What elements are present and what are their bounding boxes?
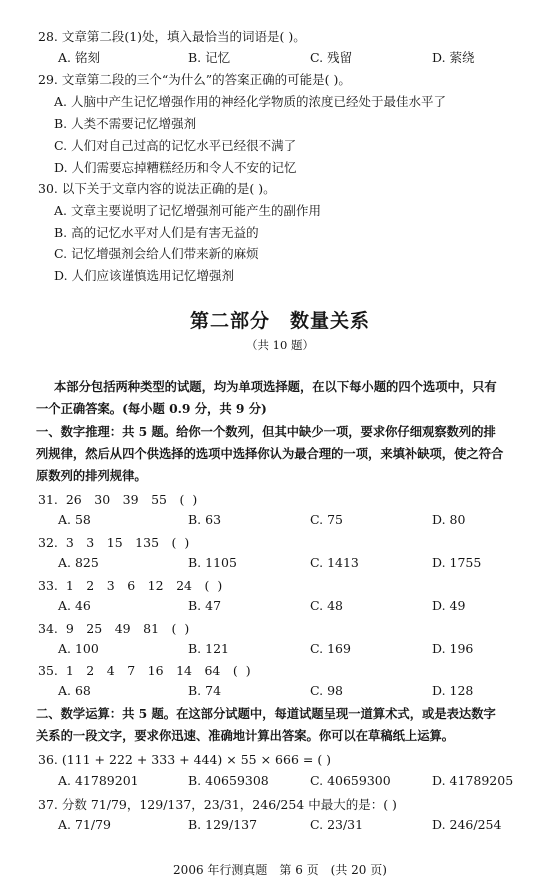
question-28-options bbox=[0, 50, 560, 66]
option-a: A. 41789201 bbox=[58, 773, 139, 788]
option-b: B. 记忆 bbox=[188, 50, 231, 65]
option-b: B. 121 bbox=[188, 641, 229, 656]
option-c: C. 残留 bbox=[310, 50, 353, 65]
option-d: D. 196 bbox=[432, 641, 474, 656]
option-d: D. 1755 bbox=[432, 555, 482, 570]
page-footer: 2006 年行测真题 第 6 页 (共 20 页) bbox=[173, 863, 387, 877]
option-d: D. 128 bbox=[432, 683, 474, 698]
question-29-option-b: B. 人类不需要记忆增强剂 bbox=[54, 116, 197, 131]
option-c: C. 40659300 bbox=[310, 773, 391, 788]
option-b: B. 1105 bbox=[188, 555, 237, 570]
question-30-option-d: D. 人们应该谨慎选用记忆增强剂 bbox=[54, 268, 235, 283]
option-c: C. 98 bbox=[310, 683, 343, 698]
question-30-stem: 30. 以下关于文章内容的说法正确的是( )。 bbox=[38, 181, 276, 196]
question-29-option-c: C. 人们对自己过高的记忆水平已经很不满了 bbox=[54, 138, 297, 153]
question-34-stem: 34. 9 25 49 81 ( ) bbox=[38, 621, 190, 636]
option-c: C. 23/31 bbox=[310, 817, 364, 832]
intro-line-1: 本部分包括两种类型的试题，均为单项选择题，在以下每小题的四个选项中，只有 bbox=[54, 379, 497, 394]
question-35-options bbox=[0, 683, 560, 699]
option-c: C. 169 bbox=[310, 641, 351, 656]
question-36-stem: 36. (111 + 222 + 333 + 444) × 55 × 666 = ( ) bbox=[38, 752, 332, 767]
option-a: A. 46 bbox=[58, 598, 91, 613]
option-a: A. 68 bbox=[58, 683, 91, 698]
part1-line-3: 原数列的排列规律。 bbox=[36, 468, 147, 483]
question-33-stem: 33. 1 2 3 6 12 24 ( ) bbox=[38, 578, 223, 593]
option-c: C. 1413 bbox=[310, 555, 359, 570]
section-subtitle: （共 10 题） bbox=[246, 338, 314, 352]
option-b: B. 47 bbox=[188, 598, 222, 613]
option-b: B. 129/137 bbox=[188, 817, 258, 832]
option-d: D. 80 bbox=[432, 512, 466, 527]
option-d: D. 49 bbox=[432, 598, 466, 613]
option-b: B. 40659308 bbox=[188, 773, 269, 788]
question-33-options bbox=[0, 598, 560, 614]
option-a: A. 铭刻 bbox=[58, 50, 100, 65]
question-29-option-a: A. 人脑中产生记忆增强作用的神经化学物质的浓度已经处于最佳水平了 bbox=[54, 94, 446, 109]
option-b: B. 74 bbox=[188, 683, 222, 698]
question-32-options bbox=[0, 555, 560, 571]
option-c: C. 75 bbox=[310, 512, 343, 527]
question-31-options bbox=[0, 512, 560, 528]
question-37-options bbox=[0, 817, 560, 833]
part2-line-1: 二、数学运算：共 5 题。在这部分试题中，每道试题呈现一道算术式，或是表达数字 bbox=[36, 706, 496, 721]
option-d: D. 41789205 bbox=[432, 773, 514, 788]
question-30-option-c: C. 记忆增强剂会给人们带来新的麻烦 bbox=[54, 246, 259, 261]
part1-line-2: 列规律，然后从四个供选择的选项中选择你认为最合理的一项，来填补缺项，使之符合 bbox=[36, 446, 504, 461]
option-b: B. 63 bbox=[188, 512, 222, 527]
option-d: D. 萦绕 bbox=[432, 50, 475, 65]
intro-line-2: 一个正确答案。(每小题 0.9 分，共 9 分) bbox=[36, 401, 267, 416]
question-29-option-d: D. 人们需要忘掉糟糕经历和令人不安的记忆 bbox=[54, 160, 297, 175]
option-c: C. 48 bbox=[310, 598, 343, 613]
option-a: A. 100 bbox=[58, 641, 99, 656]
question-28-stem: 28. 文章第二段(1)处，填入最恰当的词语是( )。 bbox=[38, 29, 306, 44]
option-a: A. 825 bbox=[58, 555, 99, 570]
section-title: 第二部分 数量关系 bbox=[189, 310, 370, 332]
question-34-options bbox=[0, 641, 560, 657]
part2-line-2: 关系的一段文字，要求你迅速、准确地计算出答案。你可以在草稿纸上运算。 bbox=[36, 728, 455, 743]
question-36-options bbox=[0, 773, 560, 789]
question-31-stem: 31. 26 30 39 55 ( ) bbox=[38, 492, 198, 507]
option-d: D. 246/254 bbox=[432, 817, 502, 832]
question-30-option-b: B. 高的记忆水平对人们是有害无益的 bbox=[54, 225, 259, 240]
question-30-option-a: A. 文章主要说明了记忆增强剂可能产生的副作用 bbox=[54, 203, 321, 218]
question-29-stem: 29. 文章第二段的三个“为什么”的答案正确的可能是( )。 bbox=[38, 72, 351, 87]
question-35-stem: 35. 1 2 4 7 16 14 64 ( ) bbox=[38, 663, 251, 678]
part1-line-1: 一、数字推理：共 5 题。给你一个数列，但其中缺少一项，要求你仔细观察数列的排 bbox=[36, 424, 496, 439]
question-32-stem: 32. 3 3 15 135 ( ) bbox=[38, 535, 190, 550]
option-a: A. 58 bbox=[58, 512, 91, 527]
question-37-stem: 37. 分数 71/79，129/137，23/31，246/254 中最大的是：( ) bbox=[38, 797, 397, 812]
option-a: A. 71/79 bbox=[58, 817, 111, 832]
